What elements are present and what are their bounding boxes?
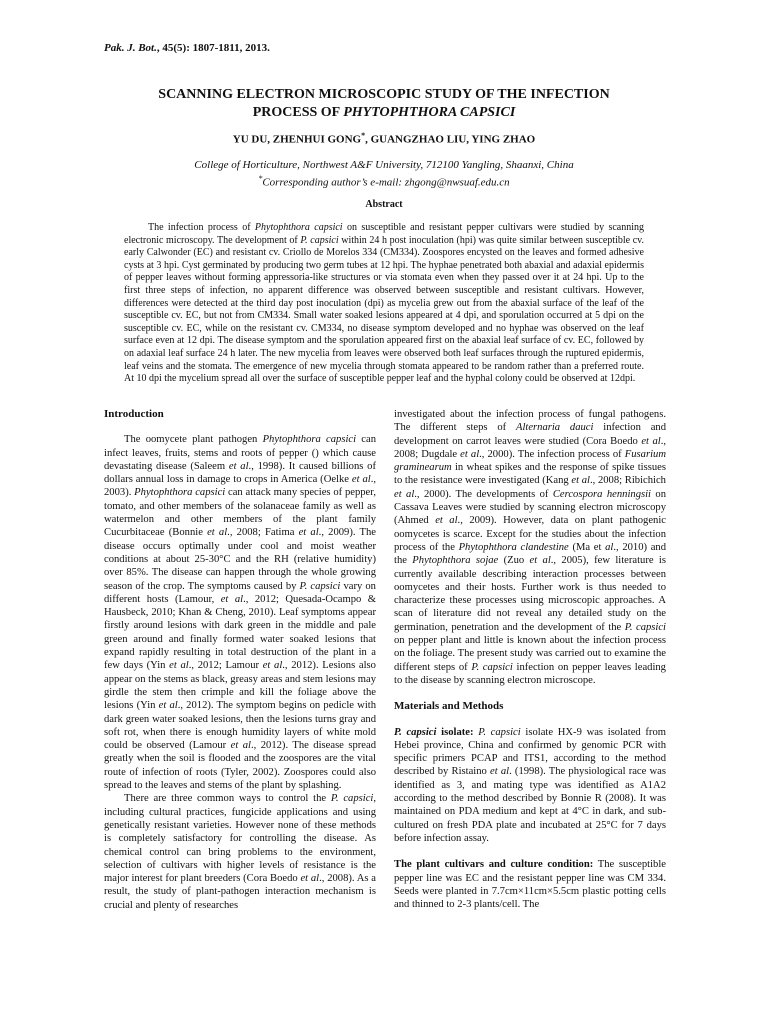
text-run: vary on different hosts (Lamour, bbox=[104, 580, 376, 605]
italic-term: et al bbox=[490, 766, 510, 778]
isolate-lead-species: P. capsici bbox=[394, 726, 437, 738]
title-species: PHYTOPHTHORA CAPSICI bbox=[343, 105, 516, 120]
email-text: Corresponding author’s e-mail: zhgong@nwsuaf.edu.cn bbox=[262, 176, 510, 189]
author-list bbox=[104, 131, 664, 146]
text-run: ., 2009). The disease occurs optimally under cool and moist weather conditions at about 25-30°C and the RH (relative humidity) over 85%. The disease can happen through the whole growing season of the crop. The symptoms caused by bbox=[104, 527, 376, 592]
journal-volume-pages: , 45(5): 1807-1811, 2013. bbox=[156, 42, 270, 54]
text-run: isolate HX-9 was isolated from Hebei province, China and confirmed by genomic PCR with specific primers PCAP and ITS1, according to the method described by Ristaino bbox=[394, 726, 666, 778]
abstract-heading: Abstract bbox=[365, 199, 403, 210]
corresponding-mark: * bbox=[361, 131, 366, 140]
italic-term: et al bbox=[158, 700, 178, 712]
left-column bbox=[104, 408, 376, 912]
text-run: (Ma et bbox=[568, 541, 606, 553]
intro-paragraph-1 bbox=[104, 433, 376, 792]
italic-term: Phytophthora sojae bbox=[412, 555, 499, 567]
title-line-1: SCANNING ELECTRON MICROSCOPIC STUDY OF THE INFECTION bbox=[158, 87, 610, 102]
text-run: The oomycete plant pathogen bbox=[124, 434, 263, 446]
italic-term: Phytophthora clandestine bbox=[458, 541, 569, 553]
text-run: The infection process of bbox=[148, 222, 255, 233]
italic-term: Phytophthora capsici bbox=[254, 222, 343, 233]
italic-term: et al bbox=[298, 527, 319, 539]
intro-paragraph-2 bbox=[104, 792, 376, 912]
text-run: ., 2008). As a result, the study of plant-pathogen interaction mechanism is crucial and plenty of researches bbox=[104, 873, 376, 911]
text-run: There are three common ways to control the bbox=[124, 793, 331, 805]
italic-term: et al bbox=[207, 527, 228, 539]
text-run: ., 2008; Ribichich bbox=[589, 475, 666, 487]
text-run: ., 2012). The symptom begins on pedicle with dark green water soaked lesions, then the lesions turns gray and soft rot, when there is enough humidity layers of white mold could be observed (Lamour bbox=[104, 700, 376, 752]
text-run: infection and development on carrot leaves were studied (Cora Boedo bbox=[394, 422, 667, 447]
italic-term: et al bbox=[435, 515, 458, 527]
italic-term: et al bbox=[641, 435, 661, 447]
email-mark: * bbox=[258, 174, 263, 183]
italic-term: P. capsici bbox=[300, 234, 339, 246]
text-run: ., 2008; Fatima bbox=[227, 527, 299, 539]
cultivars-paragraph bbox=[394, 858, 666, 911]
text-run: ., 2008; Dugdale bbox=[394, 435, 666, 460]
text-run: on pepper plant and little is known about the infection process on the foliage. The present study was carried out to examine the different steps of bbox=[394, 635, 666, 673]
italic-term: P. capsici bbox=[624, 621, 666, 633]
text-run: can infect leaves, fruits, stems and roots of pepper () which cause devastating disease (Saleem bbox=[104, 434, 376, 472]
text-run: ., 2010) and the bbox=[394, 541, 667, 567]
text-run: ., 2012; Quesada-Ocampo & Hausbeck, 2010; Khan & Cheng, 2010). Leaf symptoms appear firstly around lesions with dark green in the middle and pale green around and finally formed water soaked lesions that expand rapidly resulting in total destruction of the plant in a few days (Yin bbox=[104, 593, 376, 672]
text-run: ., 2005), few literature is currently available describing interaction processes between oomycetes and their hosts. Further work is thus needed to characterize these processes using microscopic approaches. A scan of literature did not reveal any detailed study on the germination, penetration and the development of the bbox=[394, 555, 666, 633]
italic-term: P. capsici bbox=[471, 661, 513, 673]
italic-term: et al bbox=[351, 474, 371, 486]
cultivars-lead: The plant cultivars and culture condition: bbox=[394, 859, 594, 871]
italic-term: et al bbox=[230, 740, 251, 752]
methods-heading: Materials and Methods bbox=[394, 700, 504, 713]
text-run: . (1998). The physiological race was identified as 3, and mating type was identified as A1A2 according to the method described by Bonnie R (2008). It was maintained on PDA medium and kept at 4°C in dark, and sub-cultured on fresh PDA plate and incubated at 25°C for 7 days before infection assay. bbox=[394, 766, 666, 844]
intro-paragraph-3 bbox=[394, 408, 666, 687]
isolate-paragraph bbox=[394, 726, 666, 846]
text-run: ., 2009). However, data on plant pathogenic oomycetes is scarce. Except for the studies about the infection process of the bbox=[394, 515, 666, 553]
corresponding-email bbox=[104, 172, 664, 190]
text-run: ., 2012; Lamour bbox=[188, 660, 263, 672]
right-column bbox=[394, 408, 666, 911]
italic-term: Fusarium graminearum bbox=[394, 448, 666, 474]
text-run: ., 2000). The developments of bbox=[414, 488, 553, 500]
text-run: in wheat spikes and the response of spike tissues to the resistance were investigated (Kang bbox=[394, 462, 666, 487]
title-line-2 bbox=[104, 104, 664, 122]
text-run: investigated about the infection process of fungal pathogens. The different steps of bbox=[394, 409, 666, 434]
italic-term: et al bbox=[571, 475, 590, 487]
italic-term: al bbox=[605, 541, 614, 553]
isolate-text bbox=[394, 727, 666, 844]
text-run: (Zuo bbox=[498, 555, 530, 567]
italic-term: Cercospora henningsii bbox=[552, 488, 652, 500]
text-run: ., 2003). bbox=[104, 474, 376, 499]
italic-term: et al bbox=[460, 448, 480, 460]
italic-term: P. capsici bbox=[478, 726, 521, 738]
italic-term: P. capsici bbox=[330, 793, 374, 805]
journal-citation bbox=[104, 42, 270, 54]
italic-term: et al bbox=[529, 555, 551, 567]
text-run: ., 2000). The infection process of bbox=[479, 448, 625, 460]
journal-name: Pak. J. Bot. bbox=[104, 42, 157, 54]
italic-term: et al bbox=[169, 660, 189, 672]
other-authors: , GUANGZHAO LIU, YING ZHAO bbox=[365, 133, 536, 146]
italic-term: et al bbox=[300, 873, 320, 885]
text-run: ., 1998). It caused billions of dollars annual loss in damage to crops in America (Oelke bbox=[104, 460, 376, 486]
text-run: infection on pepper leaves leading to the disease by scanning electron microscope. bbox=[394, 661, 666, 686]
isolate-lead-rest: isolate: bbox=[436, 726, 474, 738]
paper-title bbox=[104, 86, 664, 122]
affiliation-address: College of Horticulture, Northwest A&F University, 712100 Yangling, Shaanxi, China bbox=[194, 159, 574, 171]
abstract-body bbox=[124, 222, 644, 386]
italic-term: et al bbox=[262, 660, 283, 672]
text-run: on Cassava Leaves were studied by scanning electron microscopy (Ahmed bbox=[394, 488, 666, 527]
title-prefix: PROCESS OF bbox=[252, 105, 344, 120]
text-run: can attack many species of pepper, tomato, and other members of the solanaceae family as well as watermelon and other members of the plant family Cucurbitaceae (Bonnie bbox=[104, 487, 376, 539]
italic-term: et al bbox=[394, 488, 415, 500]
text-run: ., 2012). Lesions also appear on the stems as black, greasy areas and stem lesions may girdle the stem then crimple and kill the foliage above the lesions (Yin bbox=[104, 660, 376, 712]
italic-term: et al bbox=[228, 460, 249, 472]
text-run: on susceptible and resistant pepper cultivars were studied by scanning electronic microscopy. The development of bbox=[124, 222, 644, 246]
italic-term: Phytophthora capsici bbox=[134, 487, 226, 499]
italic-term: et al bbox=[220, 593, 244, 605]
text-run: within 24 h post inoculation (hpi) was quite similar between susceptible cv. early Calwonder (EC) and resistant cv. Criollo de Morelos 334 (CM334). Zoospores encysted on the leaves and formed adhesive cysts at 3 hpi. Cyst germinated by producing two germ tubes at 12 hpi. The hyphae penetrated both abaxial and adaxial epidermis of pepper leaves without forming appressoria-like structures or via stomata even when they passed over it at 24 hpi. Up to the first three steps of infection, no apparent difference was observed between susceptible and resistant cultivars. However, differences were detected at the third day post inoculation (dpi) as mycelia grew out from the abaxial surface of the leaf of the susceptible cv. EC, but not from CM334. Small water soaked lesions appeared at 4 dpi, and sporulation occurred at 5 dpi on the susceptible cv. EC, while on the resistant cv. CM334, no disease symptom developed and no hyphae was observed on the leaf surface even at 12 dpi. The disease symptom and the sporulation appeared first on the abaxial leaf surface of cv. EC, followed by on adaxial leaf surface 24 h later. The new mycelia from leaves were observed both leaf surfaces through the ruptured epidermis, leaf veins and the stomata. The emergence of new mycelia through stomata appeared to be random rather than a preferred route. At 10 dpi the mycelium spread all over the surface of susceptible pepper leaf and the hyphal colony could be observed at 12dpi. bbox=[124, 234, 644, 385]
italic-term: Phytophthora capsici bbox=[262, 434, 357, 446]
italic-term: Alternaria dauci bbox=[515, 422, 594, 434]
first-authors: YU DU, ZHENHUI GONG bbox=[232, 133, 362, 146]
introduction-heading: Introduction bbox=[104, 408, 164, 420]
affiliation bbox=[104, 158, 664, 190]
text-run: , including cultural practices, fungicide applications and using genetically resistant varieties. However none of these methods is completely satisfactory for controlling the disease. As chemical control can bring problems to the environment, selection of cultivars with higher levels of resistance is the major interest for plant breeders (Cora Boedo bbox=[104, 793, 376, 885]
text-run: ., 2012). The disease spread greatly when the soil is flooded and the zoospores are the vital route of infection of roots (Tyler, 2002). Zoospores could also spread to the leaves and stems of the plant by splashing. bbox=[104, 740, 376, 792]
cultivars-text: The susceptible pepper line was EC and the resistant pepper line was CM 334. Seeds were planted in 7.7cm×11cm×5.5cm plastic potting cells and thinned to 2-3 plants/cell. The bbox=[394, 859, 666, 911]
isolate-lead bbox=[394, 727, 474, 738]
italic-term: P. capsici bbox=[299, 580, 341, 592]
